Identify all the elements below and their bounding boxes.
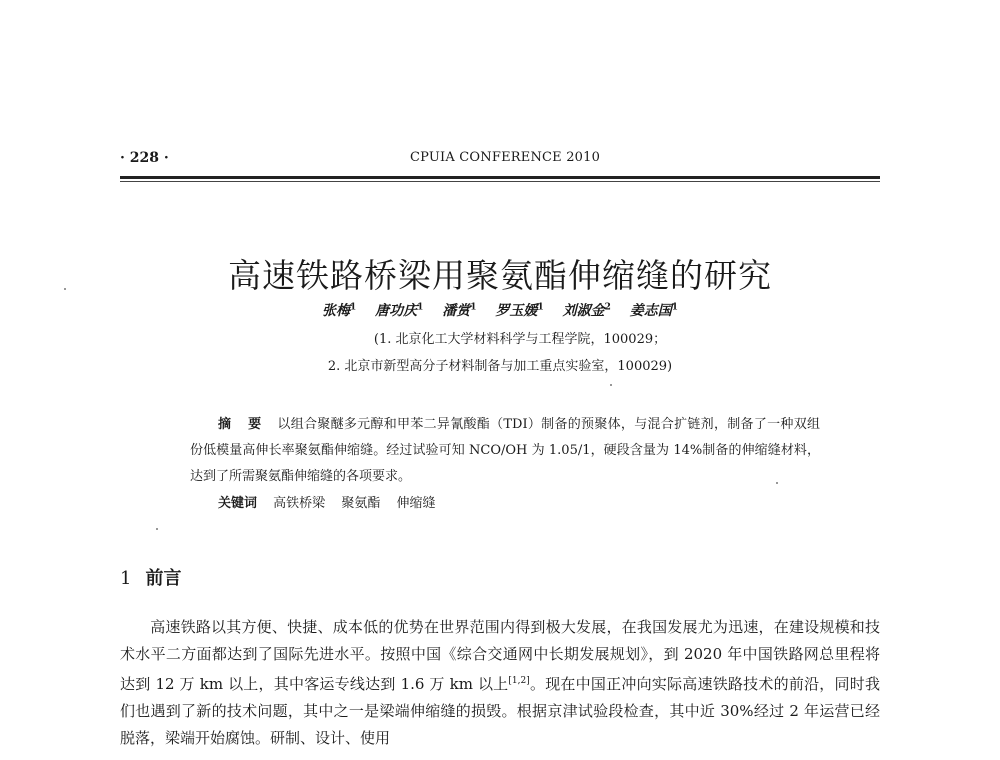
affiliation-line-2: 2. 北京市新型高分子材料制备与加工重点实验室，100029) bbox=[327, 359, 673, 374]
author bbox=[495, 303, 543, 319]
author-name: 姜志国 bbox=[629, 303, 672, 319]
author bbox=[630, 303, 678, 319]
author-name: 潘赏 bbox=[442, 303, 471, 319]
author bbox=[375, 303, 423, 319]
keyword: 高铁桥梁 bbox=[273, 496, 326, 511]
affiliation-line-1: (1. 北京化工大学材料科学与工程学院，100029； bbox=[373, 332, 667, 347]
conference-name: CPUIA CONFERENCE 2010 bbox=[410, 150, 601, 165]
section-title: 前言 bbox=[145, 568, 182, 589]
author-name: 唐功庆 bbox=[375, 303, 418, 319]
scan-speck bbox=[156, 528, 158, 530]
author-affiliation-mark: 2 bbox=[604, 302, 611, 313]
keyword: 聚氨酯 bbox=[341, 496, 381, 511]
body-text-part-1: 高速铁路以其方便、快捷、成本低的优势在世界范围内得到极大发展，在我国发展尤为迅速，在建设规模和技术水平二方面都达到了国际先进水平。按照中国《综合交通网中长期发展规划》，到 2020 年中国铁路网总里程将达到 12 万 km 以上，其中客运专线达到 1.6 万 km 以上 bbox=[120, 618, 880, 693]
header-rule-thin bbox=[120, 181, 880, 182]
author-name: 罗玉媛 bbox=[495, 303, 538, 319]
author-name: 刘淑金 bbox=[562, 303, 605, 319]
author-name: 张梅 bbox=[322, 303, 351, 319]
section-heading bbox=[120, 564, 181, 590]
scan-speck bbox=[64, 288, 66, 290]
header-rule-thick bbox=[120, 176, 880, 179]
paper-title: 高速铁路桥梁用聚氨酯伸缩缝的研究 bbox=[228, 256, 772, 295]
author bbox=[442, 303, 476, 319]
author bbox=[322, 303, 356, 319]
author-affiliation-mark: 1 bbox=[470, 302, 477, 313]
author-list bbox=[0, 300, 1000, 320]
author bbox=[563, 303, 611, 319]
abstract bbox=[190, 412, 820, 490]
keywords-label: 关键词 bbox=[218, 496, 258, 511]
scan-speck bbox=[610, 384, 612, 386]
running-header bbox=[120, 148, 880, 172]
page-number: · 228 · bbox=[120, 150, 169, 166]
abstract-label: 摘 要 bbox=[218, 417, 268, 432]
keyword: 伸缩缝 bbox=[396, 496, 436, 511]
body-text-part-2: 。现在中国正冲向实际高速铁路技术的前沿，同时我们也遇到了新的技术问题，其中之一是梁端伸缩缝的损毁。根据京津试验段检查，其中近 30%经过 2 年运营已经脱落，梁端开始腐蚀。研制、设计、使用 bbox=[120, 675, 880, 747]
keywords bbox=[218, 492, 447, 511]
scan-speck bbox=[776, 482, 778, 484]
author-affiliation-mark: 1 bbox=[671, 302, 678, 313]
citation: [1,2] bbox=[508, 676, 530, 686]
author-affiliation-mark: 1 bbox=[417, 302, 424, 313]
author-affiliation-mark: 1 bbox=[537, 302, 544, 313]
body-paragraph bbox=[120, 614, 880, 752]
section-number: 1 bbox=[120, 568, 132, 589]
abstract-text: 以组合聚醚多元醇和甲苯二异氰酸酯（TDI）制备的预聚体，与混合扩链剂，制备了一种双组份低模量高伸长率聚氨酯伸缩缝。经过试验可知 NCO/OH 为 1.05/1，硬段含量为 14%制备的伸缩缝材料，达到了所需聚氨酯伸缩缝的各项要求。 bbox=[190, 417, 820, 484]
author-affiliation-mark: 1 bbox=[350, 302, 357, 313]
